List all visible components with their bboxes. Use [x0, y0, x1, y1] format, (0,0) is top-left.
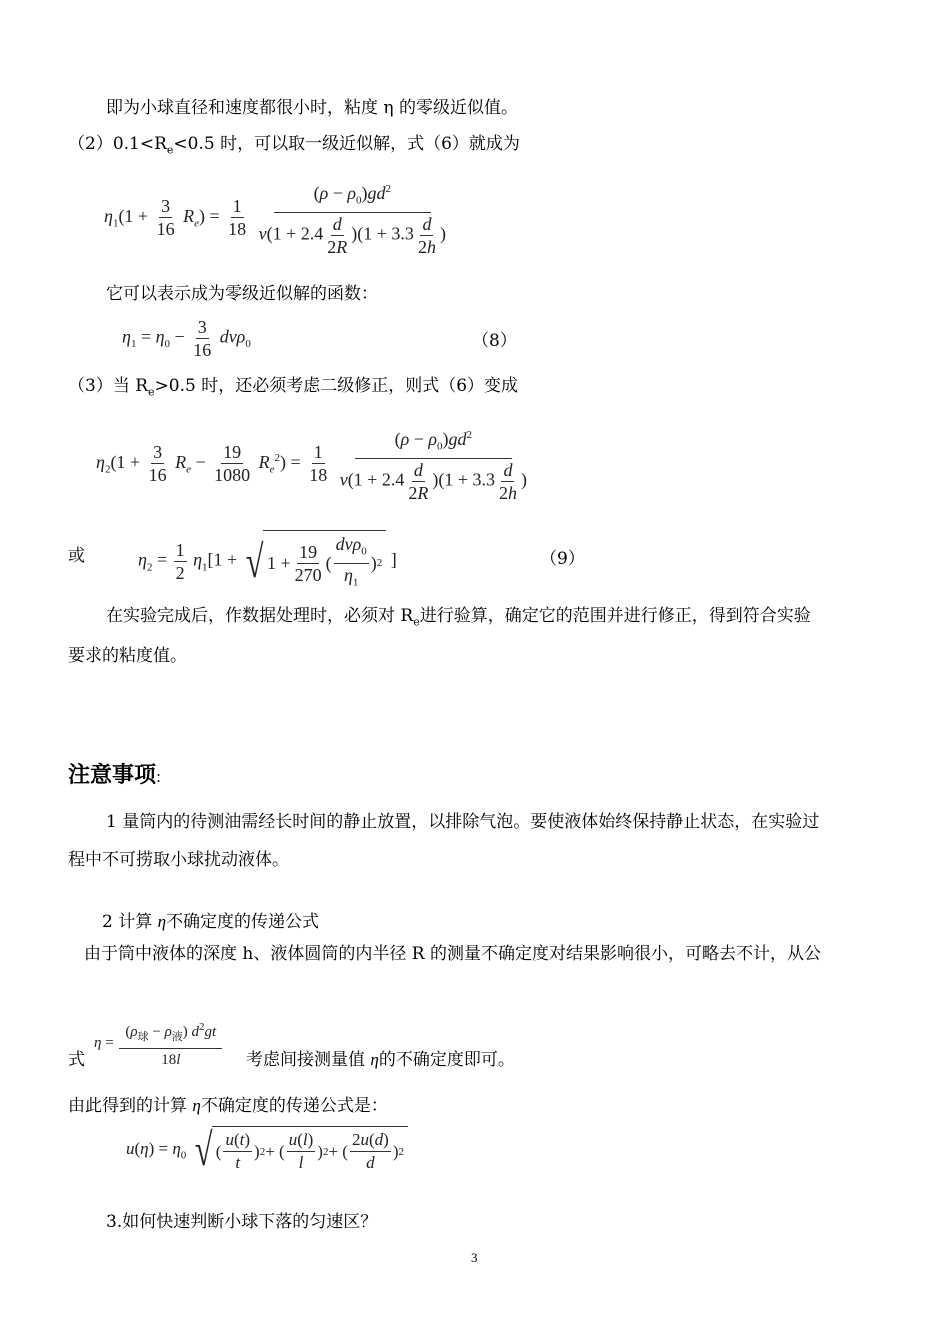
text-fragment: <0.5 时，可以取一级近似解，式（6）就成为 [173, 134, 520, 154]
formula-prefix: 式 [68, 1050, 85, 1070]
paragraph-first-order-condition [68, 132, 520, 162]
text-fragment: 在实验完成后，作数据处理时，必须对 R [106, 606, 414, 626]
paragraph-verification-line1 [106, 604, 811, 634]
text-fragment: >0.5 时，还必须考虑二级修正，则式（6）变成 [154, 376, 519, 396]
text-fragment: 考虑间接测量值 [246, 1050, 371, 1070]
equation-8-label: （8） [472, 331, 517, 351]
subscript-e: e [413, 615, 420, 629]
formula-suffix [246, 1048, 515, 1072]
text-fragment: 不确定度的传递公式是： [200, 1096, 388, 1116]
eta-symbol: η [157, 912, 167, 931]
equation-9-label: （9） [540, 549, 585, 569]
equation-second-order: $\eta_2(1$ + $\frac{3}{16}$ $R_e$ − $\frac{19}{1080}$ $R_e^2$) = $\frac{1}{18}$ $(\rho - \rho_0)gd^2$ v(1 + 2.4 $\frac{d}{2R}$ )(1 + 3.3 $\frac{d}{2h}$ ) [96, 424, 531, 504]
equation-first-order: $\eta_1(1$ + $\frac{3}{16}$ $R_e$) = $\frac{1}{18}$ $(\rho - \rho_0)gd^2$ v(1 + 2.4 $\frac{d}{2R}$ )(1 + 3.3 $\frac{d}{2h}$ ) [104, 178, 450, 258]
paragraph-zero-order: 即为小球直径和速度都很小时，粘度 η 的零级近似值。 [106, 98, 518, 118]
page-number: 3 [471, 1250, 478, 1265]
note-2-body: 由于筒中液体的深度 h、液体圆筒的内半径 R 的测量不确定度对结果影响很小，可略去不计，从公 [84, 944, 821, 964]
note-1-line2: 程中不可捞取小球扰动液体。 [68, 850, 289, 870]
text-fragment: 由此得到的计算 [68, 1096, 193, 1116]
paragraph-verification-line2: 要求的粘度值。 [68, 646, 187, 666]
section-heading [68, 758, 161, 789]
note-1-line1: 1 量筒内的待测油需经长时间的静止放置，以排除气泡。要使液体始终保持静止状态，在实验过 [106, 812, 820, 832]
text-fragment: 2 计算 [102, 912, 158, 932]
text-fragment: 的不确定度即可。 [378, 1050, 515, 1070]
text-fragment: 不确定度的传递公式 [166, 912, 320, 932]
paragraph-second-order-condition [68, 374, 518, 404]
eta-symbol: η [192, 1096, 201, 1115]
or-text: 或 [68, 546, 85, 566]
eta-symbol: η [370, 1050, 379, 1069]
equation-8: $\eta_1 = \eta_0$ − $\frac{3}{16}$ dvρ$_0$ [122, 317, 251, 360]
equation-viscosity: η = $\frac{(\rho_球 - \rho_液) d^2gt}{18l}$ [94, 1016, 224, 1071]
note-3: 3.如何快速判断小球下落的匀速区？ [106, 1212, 378, 1232]
subscript-e: e [166, 143, 174, 157]
equation-uncertainty: $u(\eta) = \eta_0$ √ ( $\frac{u(t)}{t}$ ) 2 + ( $\frac{u(l)}{l}$ ) 2 + ( $\frac{2u(d)}{d}$ ) 2 [126, 1126, 408, 1174]
text-fragment: （3）当 R [68, 376, 149, 396]
text-fragment: （2）0.1<R [68, 134, 167, 154]
text-fragment: 进行验算，确定它的范围并进行修正，得到符合实验 [419, 606, 811, 626]
heading-text: 注意事项 [68, 763, 157, 788]
subscript-e: e [148, 385, 155, 399]
heading-colon: : [156, 768, 162, 786]
paragraph-function: 它可以表示成为零级近似解的函数： [106, 284, 378, 304]
note-2-title [102, 910, 319, 934]
derive-line [68, 1094, 388, 1118]
equation-9: $\eta_2$ = $\frac{1}{2}$ $\eta_1[1$ + √ 1 + $\frac{19}{270}$ ( $\frac{dv\rho_0}{\eta_1}$ ) 2 ] [138, 530, 397, 593]
